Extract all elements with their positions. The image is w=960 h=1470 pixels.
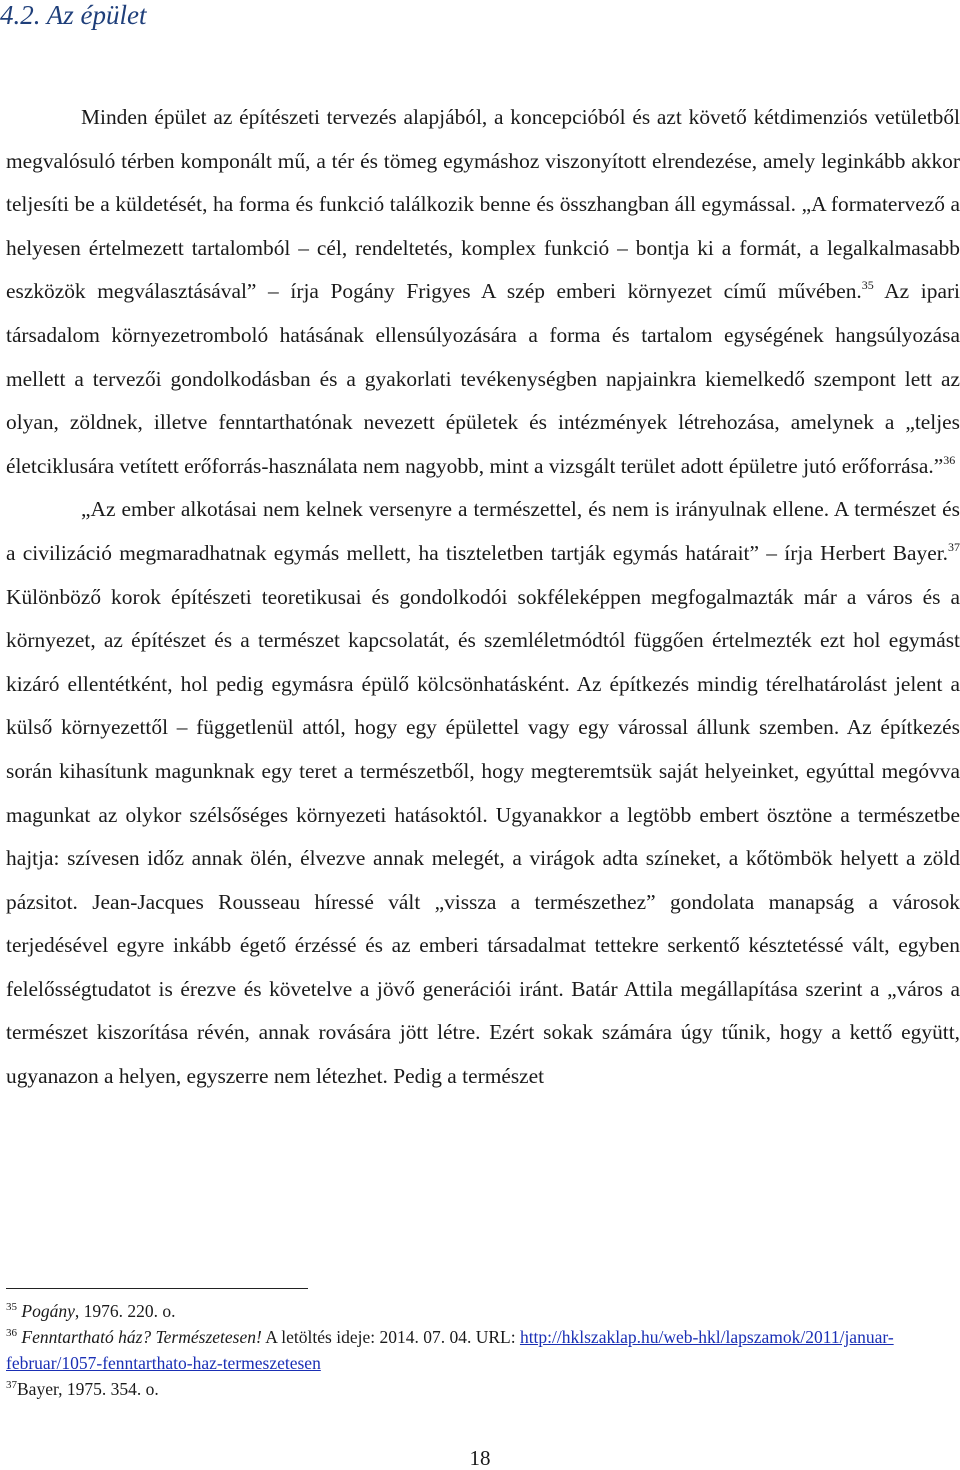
footnote-citation: , 1976. 220. o. bbox=[74, 1301, 176, 1321]
footnote-36 bbox=[6, 1324, 960, 1376]
footnote-author: Pogány bbox=[21, 1301, 75, 1321]
footnote-url-link[interactable]: http://hklszaklap.hu/web-hkl/lapszamok/2011/januar-februar/1057-fenntarthato-haz-termeszetesen bbox=[6, 1327, 894, 1373]
footnote-number: 37 bbox=[6, 1379, 17, 1391]
paragraph-2 bbox=[6, 488, 960, 1098]
footnote-ref-35[interactable]: 35 bbox=[861, 278, 874, 293]
footnote-number: 36 bbox=[6, 1327, 17, 1339]
footnote-ref-37[interactable]: 37 bbox=[948, 539, 960, 554]
paragraph-1-text-a: Minden épület az építészeti tervezés alapjából, a koncepcióból és azt követő kétdimenziós vetületből megvalósuló térben komponált mű, a tér és tömeg egymáshoz viszonyított elrendezése, amely leginkább akkor teljesíti be a küldetését, ha forma és funkció találkozik benne és összhangban áll egymással. „A formatervező a helyesen értelmezett tartalomból – cél, rendeltetés, komplex funkció – bontja ki a formát, a legalkalmasabb eszközök megválasztásával” – írja Pogány Frigyes A szép emberi környezet című művében. bbox=[6, 105, 960, 304]
footnotes bbox=[6, 1298, 960, 1402]
paragraph-2-text-b: Különböző korok építészeti teoretikusai és gondolkodói sokféleképpen megfogalmazták már a város és a környezet, az építészet és a természet kapcsolatát, és szemléletmódtól függően értelmezték ezt hol egymást kizáró ellentétként, hol pedig egymásra épülő kölcsönhatásként. Az építkezés mindig térelhatárolást jelent a külső környezettől – függetlenül attól, hogy egy épülettel vagy egy várossal állunk szemben. Az építkezés során kihasítunk magunknak egy teret a természetből, hogy megteremtsük saját helyeinket, egyúttal megóvva magunkat az olykor szélsőséges környezeti hatásoktól. Ugyanakkor a legtöbb embert ösztöne a természetbe hajtja: szívesen időz annak ölén, élvezve annak melegét, a virágok adta színeket, a kőtömbök helyett a zöld pázsitot. Jean-Jacques Rousseau híressé vált „vissza a természethez” gondolata manapság a városok terjedésével egyre inkább égető érzéssé és az emberi társadalmat tettekre serkentő késztetéssé vált, egyben felelősségtudatot is érezve és követelve a jövő generációi iránt. Batár Attila megállapítása szerint a „város a természet kiszorítása révén, annak rovására jött létre. Ezért sokak számára úgy tűnik, hogy a kettő együtt, ugyanazon a helyen, egyszerre nem létezhet. Pedig a természet bbox=[6, 584, 960, 1089]
footnote-citation: Bayer, 1975. 354. o. bbox=[17, 1379, 159, 1399]
paragraph-1-text-b: Az ipari társadalom környezetromboló hatásának ellensúlyozására a forma és tartalom egységének hangsúlyozása mellett a tervezői gondolkodásban és a gyakorlati tevékenységben napjainkra kiemelkedő szempont lett az olyan, zöldnek, illetve fenntarthatónak nevezett épületek és intézmények létrehozása, amelynek a „teljes életciklusára vetített erőforrás-használata nem nagyobb, mint a vizsgált terület adott épületre jutó erőforrása.” bbox=[6, 279, 960, 478]
section-heading: 4.2. Az épület bbox=[0, 0, 147, 30]
footnote-separator bbox=[6, 1288, 308, 1289]
footnote-citation: A letöltés ideje: 2014. 07. 04. URL: bbox=[261, 1327, 520, 1347]
paragraph-1 bbox=[6, 96, 960, 488]
page-number: 18 bbox=[469, 1446, 491, 1470]
footnote-number: 35 bbox=[6, 1301, 17, 1313]
body-text bbox=[6, 96, 960, 1099]
footnote-title: Fenntartható ház? Természetesen! bbox=[21, 1327, 262, 1347]
footnote-37 bbox=[6, 1376, 960, 1402]
footnote-ref-36[interactable]: 36 bbox=[943, 452, 956, 467]
footnote-35 bbox=[6, 1298, 960, 1324]
paragraph-2-text-a: „Az ember alkotásai nem kelnek versenyre a természettel, és nem is irányulnak ellene. A természet és a civilizáció megmaradhatnak egymás mellett, ha tiszteletben tartják egymás határait” – írja Herbert Bayer. bbox=[6, 497, 960, 565]
